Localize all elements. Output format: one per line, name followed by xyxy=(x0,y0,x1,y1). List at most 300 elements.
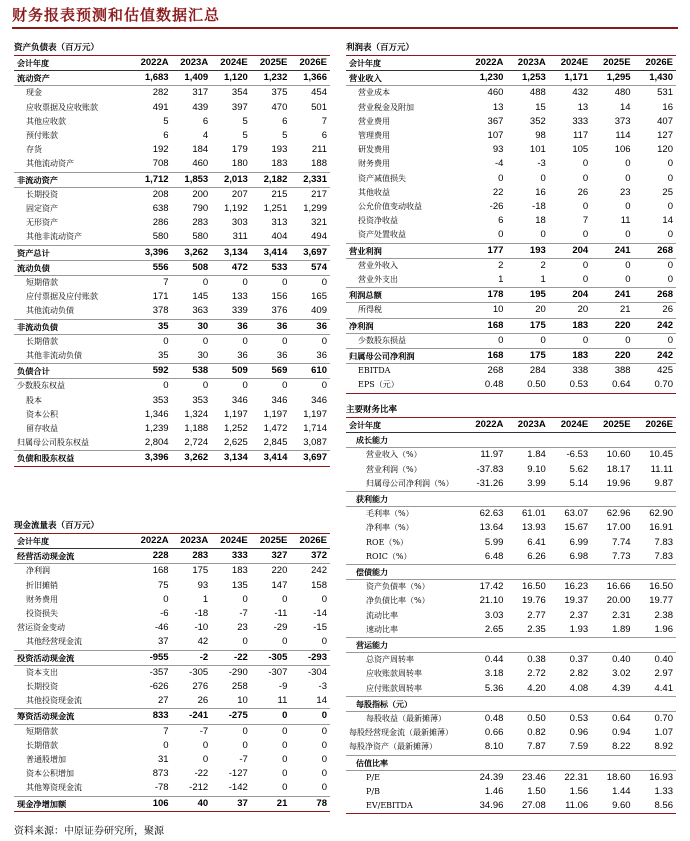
value-cell: 204 xyxy=(549,288,591,303)
row-label: 速动比率 xyxy=(366,624,398,634)
value-cell: 7 xyxy=(582,215,589,227)
value-cell: 14 xyxy=(662,215,673,227)
value-cell xyxy=(549,492,591,507)
table-row xyxy=(14,579,330,593)
value-cell: 284 xyxy=(529,365,546,377)
value-cell: 8.56 xyxy=(634,799,676,814)
value-cell: 2,013 xyxy=(211,172,251,187)
value-cell: 1,346 xyxy=(144,408,169,420)
value-cell: 1,430 xyxy=(634,71,676,86)
table-row xyxy=(14,739,330,753)
value-cell: 1,366 xyxy=(290,71,330,86)
table-row xyxy=(346,696,676,711)
value-cell: 0 xyxy=(667,334,673,346)
value-cell: 1,683 xyxy=(132,71,172,86)
row-label: 其他收益 xyxy=(358,187,390,197)
value-cell xyxy=(634,492,676,507)
value-cell: 6 xyxy=(282,115,288,127)
value-cell: -78 xyxy=(154,782,169,794)
value-cell: 0 xyxy=(202,335,209,347)
value-cell: 6 xyxy=(498,215,504,227)
year-header: 2022A xyxy=(132,56,172,71)
year-header: 2026E xyxy=(634,56,676,71)
value-cell: 2.35 xyxy=(527,623,546,635)
row-label: 应付票据及应付账款 xyxy=(26,292,98,302)
value-cell: 0 xyxy=(498,229,504,241)
table-row xyxy=(346,594,676,608)
value-cell: 1.89 xyxy=(612,623,631,635)
value-cell: 171 xyxy=(152,291,169,303)
row-label: 股本 xyxy=(26,395,42,405)
value-cell: 0.96 xyxy=(569,727,589,739)
value-cell: 339 xyxy=(231,305,248,317)
value-cell: 10.60 xyxy=(606,449,631,461)
row-label: 研发费用 xyxy=(358,145,390,155)
table-row xyxy=(346,228,676,243)
value-cell: -6 xyxy=(160,608,169,620)
value-cell: 0 xyxy=(582,229,589,241)
table-row xyxy=(14,436,330,451)
row-label: 资本公积增加 xyxy=(26,769,74,779)
value-cell: 3,396 xyxy=(132,245,172,260)
value-cell: 1,324 xyxy=(184,408,209,420)
value-cell: 0 xyxy=(321,380,327,392)
year-header: 2022A xyxy=(132,534,172,549)
value-cell: 268 xyxy=(634,288,676,303)
value-cell: 338 xyxy=(572,365,589,377)
year-header: 2023A xyxy=(172,56,212,71)
row-label: 固定资产 xyxy=(26,204,58,214)
value-cell: 6 xyxy=(163,130,169,142)
value-cell: 592 xyxy=(132,364,172,379)
value-cell: -357 xyxy=(149,666,169,678)
value-cell: 177 xyxy=(464,243,506,258)
table-row xyxy=(14,349,330,364)
value-cell: 7.73 xyxy=(612,550,631,562)
value-cell: 3,414 xyxy=(251,451,291,466)
table-row xyxy=(346,349,676,364)
value-cell: 16.50 xyxy=(522,581,546,593)
value-cell xyxy=(549,638,591,653)
table-title: 利润表（百万元） xyxy=(346,42,676,56)
table-row xyxy=(346,667,676,681)
value-cell: 35 xyxy=(158,350,169,362)
row-label: 存货 xyxy=(26,145,42,155)
header-label: 会计年度 xyxy=(346,56,464,71)
row-label: 其他非流动资产 xyxy=(26,232,82,242)
value-cell: 180 xyxy=(231,158,248,170)
row-label: 归属母公司净利润 xyxy=(346,349,464,364)
table-row xyxy=(346,433,676,448)
value-cell: 30 xyxy=(197,350,209,362)
value-cell: 114 xyxy=(615,130,631,142)
value-cell: -142 xyxy=(228,782,248,794)
value-cell: 268 xyxy=(487,365,504,377)
value-cell: 75 xyxy=(158,579,169,591)
value-cell: 0 xyxy=(582,259,589,271)
value-cell: 4 xyxy=(202,130,209,142)
value-cell: 9.60 xyxy=(591,799,633,814)
value-cell: 183 xyxy=(271,158,288,170)
value-cell: 11.06 xyxy=(549,799,591,814)
value-cell: 0 xyxy=(625,274,631,286)
table-row xyxy=(346,186,676,200)
value-cell: -10 xyxy=(194,622,209,634)
row-label: 营业费用 xyxy=(358,116,390,126)
value-cell: 1.96 xyxy=(654,623,673,635)
value-cell: 1 xyxy=(540,274,546,286)
value-cell: 15.67 xyxy=(564,522,589,534)
row-label: 资产总计 xyxy=(14,245,132,260)
row-label: 其他流动资产 xyxy=(26,159,74,169)
value-cell: 432 xyxy=(572,87,589,99)
value-cell: -18 xyxy=(532,201,546,213)
value-cell: 228 xyxy=(132,549,172,564)
table-row xyxy=(346,463,676,477)
table-row xyxy=(14,607,330,621)
value-cell: 16 xyxy=(535,186,546,198)
value-cell: -212 xyxy=(189,782,209,794)
value-cell: 2,182 xyxy=(251,172,291,187)
value-cell: 1,171 xyxy=(549,71,591,86)
value-cell: 1.50 xyxy=(527,786,546,798)
value-cell: 1,232 xyxy=(251,71,291,86)
value-cell: 3,396 xyxy=(132,451,172,466)
value-cell: 0 xyxy=(321,277,327,289)
table-row xyxy=(14,650,330,665)
value-cell: 283 xyxy=(192,217,209,229)
value-cell: 11 xyxy=(277,695,288,707)
value-cell: 0 xyxy=(282,725,288,737)
source-note: 资料来源：中原证券研究所，聚源 xyxy=(14,826,164,837)
table-row xyxy=(14,709,330,724)
table-row xyxy=(346,200,676,214)
value-cell: 23 xyxy=(237,622,248,634)
value-cell: -14 xyxy=(313,608,327,620)
value-cell: -4 xyxy=(494,158,504,170)
value-cell: 193 xyxy=(506,243,548,258)
value-cell: 407 xyxy=(657,115,673,127)
value-cell: 0 xyxy=(242,335,248,347)
value-cell: 0 xyxy=(625,334,631,346)
row-label: 应收账款周转率 xyxy=(366,669,422,679)
row-label: 资产处置收益 xyxy=(358,230,406,240)
value-cell: 3,087 xyxy=(303,437,327,449)
value-cell: 147 xyxy=(271,579,288,591)
table-row xyxy=(346,303,676,318)
value-cell: 0 xyxy=(321,754,327,766)
value-cell: 5.36 xyxy=(484,682,504,694)
table-row xyxy=(346,378,676,393)
value-cell: 4.41 xyxy=(654,682,673,694)
table-row xyxy=(14,451,330,466)
value-cell: 569 xyxy=(251,364,291,379)
value-cell: 2.38 xyxy=(654,609,673,621)
table-row xyxy=(14,408,330,422)
value-cell: 556 xyxy=(132,260,172,275)
value-cell: 321 xyxy=(311,217,327,229)
year-header: 2023A xyxy=(506,418,548,433)
table-row xyxy=(346,521,676,535)
value-cell: 207 xyxy=(231,188,248,200)
value-cell: 0 xyxy=(582,201,589,213)
value-cell: 0 xyxy=(282,380,288,392)
value-cell: 220 xyxy=(271,565,288,577)
table-row xyxy=(14,724,330,739)
value-cell: 0 xyxy=(625,158,631,170)
row-label: 筹资活动现金流 xyxy=(14,709,132,724)
row-label: 资本公积 xyxy=(26,409,58,419)
value-cell: 6.98 xyxy=(569,550,589,562)
table-row xyxy=(14,290,330,304)
table-row xyxy=(346,115,676,129)
value-cell: 217 xyxy=(311,188,327,200)
value-cell: 538 xyxy=(172,364,212,379)
value-cell: 0 xyxy=(282,277,288,289)
header-row xyxy=(14,534,330,549)
value-cell: 833 xyxy=(132,709,172,724)
value-cell xyxy=(464,565,506,580)
table-row xyxy=(14,319,330,334)
value-cell: 3.03 xyxy=(484,609,504,621)
table-row xyxy=(346,172,676,186)
value-cell: 22.31 xyxy=(564,771,589,783)
value-cell: 375 xyxy=(271,87,288,99)
value-cell: -955 xyxy=(132,650,172,665)
table-row xyxy=(346,101,676,115)
value-cell xyxy=(506,755,548,770)
value-cell: -241 xyxy=(172,709,212,724)
table-row xyxy=(14,422,330,436)
value-cell: 1,251 xyxy=(263,203,288,215)
row-label: 非流动负债 xyxy=(14,319,132,334)
table-row xyxy=(14,621,330,635)
table-title: 现金流量表（百万元） xyxy=(14,520,330,534)
value-cell: 397 xyxy=(231,101,248,113)
value-cell: 93 xyxy=(197,579,209,591)
value-cell: 23.46 xyxy=(522,771,546,783)
value-cell: 0 xyxy=(242,593,248,605)
row-label: 负债和股东权益 xyxy=(14,451,132,466)
row-label: 流动比率 xyxy=(366,610,398,620)
value-cell: -304 xyxy=(307,666,327,678)
value-cell: 1,239 xyxy=(144,423,169,435)
row-label: 每股经营现金流（最新摊薄） xyxy=(349,728,453,738)
table-title: 主要财务比率 xyxy=(346,404,676,418)
value-cell: 1,197 xyxy=(224,408,248,420)
row-label: 资产负债率（%） xyxy=(366,582,430,592)
year-header: 2023A xyxy=(506,56,548,71)
row-label: 营业外支出 xyxy=(358,275,398,285)
value-cell: 11.97 xyxy=(480,449,504,461)
value-cell: -26 xyxy=(489,201,504,213)
value-cell: 580 xyxy=(152,231,169,243)
value-cell: 63.07 xyxy=(564,508,589,520)
year-header: 2024E xyxy=(211,534,251,549)
value-cell: 168 xyxy=(152,565,169,577)
value-cell: 6 xyxy=(321,130,327,142)
value-cell: 6.48 xyxy=(484,550,504,562)
value-cell: 0 xyxy=(667,274,673,286)
value-cell: 1.44 xyxy=(612,786,631,798)
value-cell: 0 xyxy=(582,334,589,346)
value-cell: 2.72 xyxy=(527,668,546,680)
value-cell: 27 xyxy=(158,695,169,707)
value-cell: 0 xyxy=(667,172,673,184)
value-cell: 0 xyxy=(582,274,589,286)
row-label: 管理费用 xyxy=(358,131,390,141)
value-cell: 107 xyxy=(487,130,504,142)
row-label: EPS（元） xyxy=(346,378,464,393)
value-cell: 0 xyxy=(163,593,169,605)
value-cell: -7 xyxy=(239,754,248,766)
value-cell: 193 xyxy=(271,144,288,156)
row-label: 偿债能力 xyxy=(346,565,464,580)
value-cell: 0 xyxy=(321,636,327,648)
value-cell: 425 xyxy=(657,365,673,377)
value-cell: 303 xyxy=(231,217,248,229)
title-divider xyxy=(12,27,678,29)
row-label: 流动资产 xyxy=(14,71,132,86)
value-cell: 3,414 xyxy=(251,245,291,260)
row-label: 短期借款 xyxy=(26,726,58,736)
value-cell xyxy=(464,492,506,507)
header-row xyxy=(14,56,330,71)
value-cell: 135 xyxy=(231,579,248,591)
value-cell: 20.00 xyxy=(606,595,631,607)
table-row xyxy=(14,230,330,245)
value-cell: 286 xyxy=(152,217,169,229)
value-cell: 0 xyxy=(163,739,169,751)
value-cell: 21 xyxy=(251,796,291,811)
value-cell: 37 xyxy=(211,796,251,811)
value-cell: 363 xyxy=(192,305,209,317)
value-cell: 2,625 xyxy=(224,437,248,449)
value-cell xyxy=(591,433,633,448)
value-cell: 0 xyxy=(202,739,209,751)
value-cell: 0.70 xyxy=(654,713,673,725)
value-cell: 1 xyxy=(498,274,504,286)
value-cell: 8.92 xyxy=(654,741,673,753)
value-cell: 1.33 xyxy=(654,786,673,798)
table-row xyxy=(346,71,676,86)
value-cell: -6.53 xyxy=(566,449,589,461)
table-row xyxy=(346,143,676,157)
year-header: 2024E xyxy=(549,56,591,71)
value-cell: 0.53 xyxy=(569,713,589,725)
row-label: 折旧摊销 xyxy=(26,580,58,590)
value-cell: 20 xyxy=(577,304,589,316)
value-cell: 23 xyxy=(619,186,631,198)
table-row xyxy=(14,101,330,115)
value-cell: 215 xyxy=(271,188,288,200)
row-label: ROE（%） xyxy=(366,537,409,547)
value-cell: 346 xyxy=(311,394,327,406)
value-cell: 0 xyxy=(202,380,209,392)
row-label: ROIC（%） xyxy=(366,551,412,561)
value-cell xyxy=(549,433,591,448)
value-cell: 179 xyxy=(231,144,248,156)
value-cell: 346 xyxy=(231,394,248,406)
value-cell: -18 xyxy=(194,608,209,620)
value-cell: 6 xyxy=(202,115,209,127)
value-cell: 574 xyxy=(290,260,330,275)
value-cell: 258 xyxy=(231,681,248,693)
value-cell: 19.96 xyxy=(606,477,631,489)
value-cell: 2,724 xyxy=(184,437,209,449)
value-cell: 0 xyxy=(498,172,504,184)
row-label: EBITDA xyxy=(358,366,391,376)
value-cell: -293 xyxy=(290,650,330,665)
value-cell: 0.48 xyxy=(484,713,504,725)
value-cell: 1,253 xyxy=(506,71,548,86)
table-row xyxy=(346,580,676,595)
value-cell: 0.37 xyxy=(569,654,589,666)
row-label: 营业收入 xyxy=(346,71,464,86)
value-cell: -3 xyxy=(318,681,327,693)
value-cell: 241 xyxy=(591,288,633,303)
value-cell: 17.00 xyxy=(606,522,631,534)
row-label: 留存收益 xyxy=(26,424,58,434)
table-row xyxy=(14,216,330,230)
row-label: 其他应收款 xyxy=(26,116,66,126)
value-cell: 6.26 xyxy=(527,550,546,562)
value-cell: 2.31 xyxy=(612,609,631,621)
table-row xyxy=(346,243,676,258)
row-label: 获利能力 xyxy=(346,492,464,507)
header-label: 会计年度 xyxy=(14,56,132,71)
table-row xyxy=(14,86,330,101)
value-cell: 117 xyxy=(573,130,589,142)
table-row xyxy=(346,448,676,463)
value-cell: 36 xyxy=(237,350,248,362)
value-cell: 16.50 xyxy=(649,581,673,593)
value-cell: 2 xyxy=(498,259,504,271)
table-row xyxy=(14,71,330,86)
value-cell xyxy=(634,696,676,711)
value-cell xyxy=(506,565,548,580)
table-row xyxy=(346,258,676,273)
value-cell: 165 xyxy=(311,291,327,303)
value-cell: 2.82 xyxy=(569,668,589,680)
value-cell: 2.65 xyxy=(484,623,504,635)
value-cell: 10 xyxy=(237,695,248,707)
value-cell: 7.74 xyxy=(612,536,631,548)
value-cell: 1,295 xyxy=(591,71,633,86)
value-cell: 14 xyxy=(619,101,631,113)
value-cell: 0 xyxy=(321,768,327,780)
table-row xyxy=(346,214,676,228)
table-row xyxy=(346,638,676,653)
value-cell: 454 xyxy=(311,87,327,99)
table-row xyxy=(14,334,330,349)
table-row xyxy=(346,609,676,623)
value-cell: -7 xyxy=(199,725,209,737)
value-cell xyxy=(591,492,633,507)
value-cell: 7.87 xyxy=(527,741,546,753)
value-cell: 1 xyxy=(202,593,209,605)
value-cell: 333 xyxy=(572,115,589,127)
table-row xyxy=(346,536,676,550)
value-cell: 5.14 xyxy=(569,477,589,489)
row-label: 资产减值损失 xyxy=(358,173,406,183)
value-cell: 1,197 xyxy=(303,408,327,420)
row-label: 营业成本 xyxy=(358,88,390,98)
value-cell: 9.10 xyxy=(527,463,546,475)
value-cell: 241 xyxy=(591,243,633,258)
value-cell xyxy=(464,638,506,653)
row-label: 非流动资产 xyxy=(14,172,132,187)
